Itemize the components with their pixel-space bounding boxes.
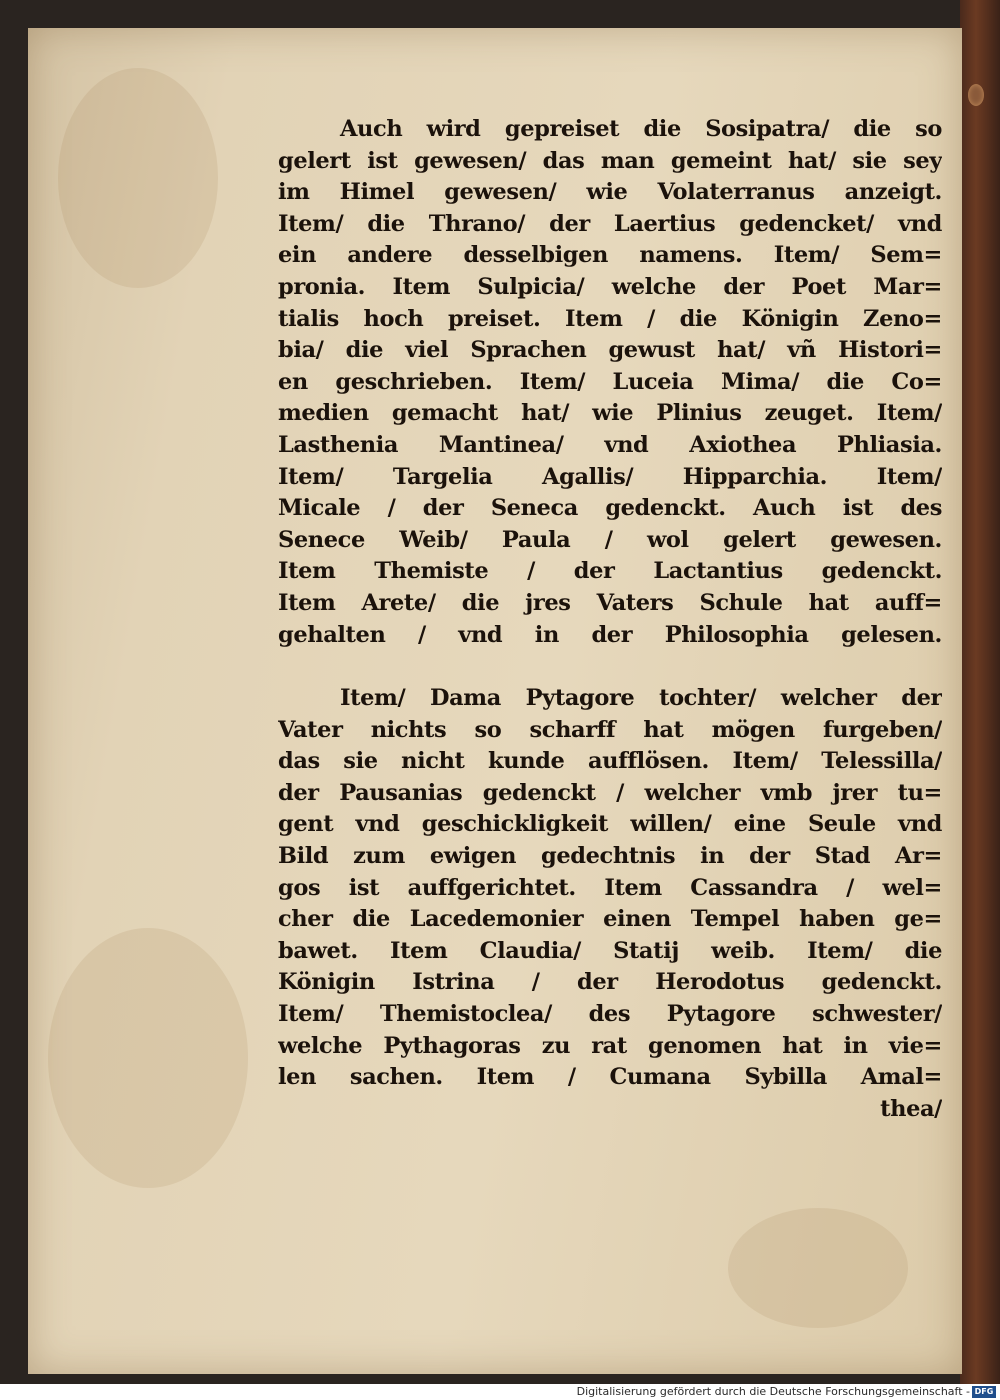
text-line: len sachen. Item / Cumana Sybilla Amal=	[278, 1064, 942, 1091]
text-line: bawet. Item Claudia/ Statij weib. Item/ die	[278, 937, 942, 964]
text-line: gos ist auffgerichtet. Item Cassandra / wel=	[278, 874, 942, 901]
text-line: bia/ die viel Sprachen gewust hat/ vñ Histori=	[278, 337, 942, 364]
text-line: Königin Istrina / der Herodotus gedenckt.	[278, 969, 942, 996]
text-line: ein andere desselbigen namens. Item/ Sem=	[278, 242, 942, 269]
text-line: Item Arete/ die jres Vaters Schule hat auff=	[278, 589, 942, 616]
text-line: Item Themiste / der Lactantius gedenckt.	[278, 558, 942, 585]
text-line: Senece Weib/ Paula / wol gelert gewesen.	[278, 526, 942, 553]
paper-stain	[728, 1208, 908, 1328]
dfg-logo-icon: DFG	[972, 1386, 996, 1398]
page-text	[278, 114, 942, 1125]
text-line: Item/ Targelia Agallis/ Hipparchia. Item/	[278, 463, 942, 490]
text-line: Item/ Themistoclea/ des Pytagore schwester/	[278, 1001, 942, 1028]
book-binding-edge	[960, 0, 1000, 1384]
text-line: Micale / der Seneca gedenckt. Auch ist des	[278, 495, 942, 522]
text-line: Auch wird gepreiset die Sosipatra/ die so	[340, 116, 942, 142]
text-line: gelert ist gewesen/ das man gemeint hat/ sie sey	[278, 147, 942, 174]
text-line: Vater nichts so scharff hat mögen furgeben/	[278, 716, 942, 743]
text-line: gehalten / vnd in der Philosophia gelesen.	[278, 621, 942, 648]
text-line: cher die Lacedemonier einen Tempel haben ge=	[278, 906, 942, 933]
book-page	[28, 28, 962, 1374]
text-line: en geschrieben. Item/ Luceia Mima/ die Co=	[278, 368, 942, 395]
funding-notice: Digitalisierung gefördert durch die Deutsche Forschungsgemeinschaft -	[576, 1385, 970, 1398]
paper-stain	[58, 68, 218, 288]
text-line: Item/ Dama Pytagore tochter/ welcher der	[340, 685, 942, 712]
text-line: Item/ die Thrano/ der Laertius gedencket/ vnd	[278, 210, 942, 237]
catchword-line: thea/	[880, 1095, 942, 1122]
paper-stain	[48, 928, 248, 1188]
text-line: welche Pythagoras zu rat genomen hat in vie=	[278, 1032, 942, 1059]
text-line: Lasthenia Mantinea/ vnd Axiothea Phliasia.	[278, 431, 942, 458]
text-line: Bild zum ewigen gedechtnis in der Stad Ar=	[278, 843, 942, 870]
text-line: pronia. Item Sulpicia/ welche der Poet Mar=	[278, 273, 942, 300]
text-line: im Himel gewesen/ wie Volaterranus anzeigt.	[278, 179, 942, 206]
paragraph-gap	[278, 651, 942, 683]
footer-bar	[0, 1384, 1000, 1400]
text-line: das sie nicht kunde aufflösen. Item/ Telessilla/	[278, 748, 942, 775]
text-line: medien gemacht hat/ wie Plinius zeuget. Item/	[278, 400, 942, 427]
text-line: tialis hoch preiset. Item / die Königin Zeno=	[278, 305, 942, 332]
text-line: der Pausanias gedenckt / welcher vmb jrer tu=	[278, 779, 942, 806]
text-line: gent vnd geschickligkeit willen/ eine Seule vnd	[278, 811, 942, 838]
